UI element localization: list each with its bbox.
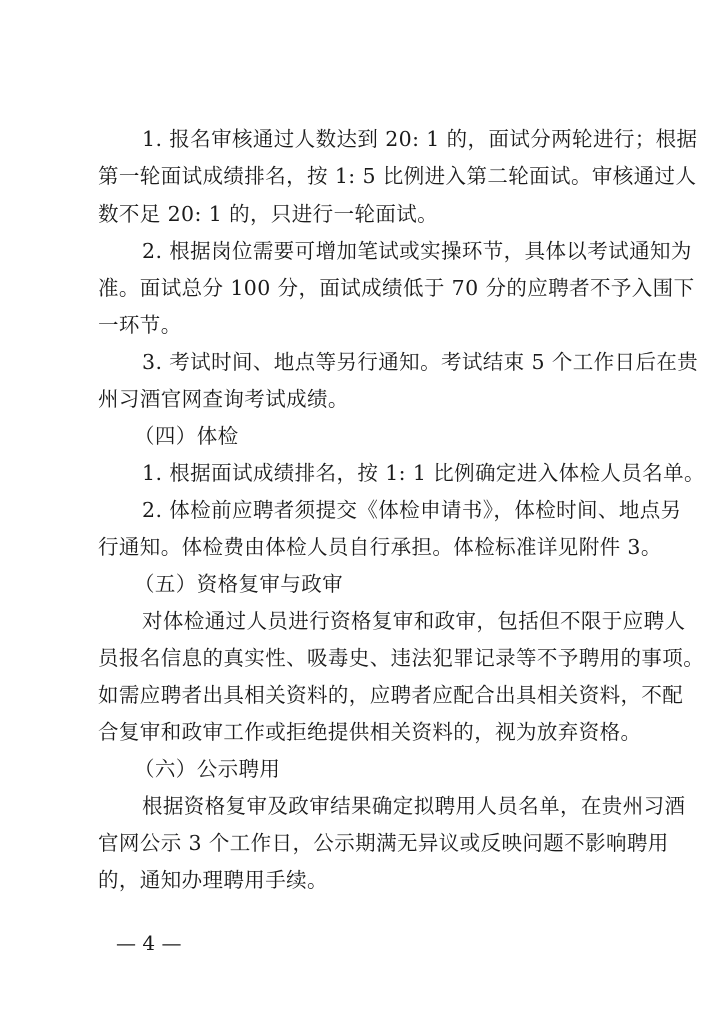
paragraph-line: 官网公示 3 个工作日，公示期满无异议或反映问题不影响聘用: [98, 831, 669, 855]
paragraph-line: 对体检通过人员进行资格复审和政审，包括但不限于应聘人: [142, 609, 686, 633]
paragraph-line: 的，通知办理聘用手续。: [98, 868, 328, 892]
paragraph-line: 2. 根据岗位需要可增加笔试或实操环节，具体以考试通知为: [142, 239, 692, 263]
section-heading: （六）公示聘用: [134, 757, 281, 781]
section-heading: （五）资格复审与政审: [134, 572, 343, 596]
paragraph-line: 1. 报名审核通过人数达到 20: 1 的，面试分两轮进行；根据: [142, 127, 698, 151]
paragraph-line: 2. 体检前应聘者须提交《体检申请书》，体检时间、地点另: [142, 498, 682, 522]
paragraph-line: 数不足 20: 1 的，只进行一轮面试。: [98, 202, 439, 226]
paragraph-line: 准。面试总分 100 分，面试成绩低于 70 分的应聘者不予入围下: [98, 276, 695, 300]
paragraph-line: 一环节。: [98, 313, 182, 337]
paragraph-line: 根据资格复审及政审结果确定拟聘用人员名单，在贵州习酒: [142, 794, 686, 818]
paragraph-line: 合复审和政审工作或拒绝提供相关资料的，视为放弃资格。: [98, 720, 642, 744]
page-number: — 4 —: [116, 931, 182, 955]
paragraph-line: 3. 考试时间、地点等另行通知。考试结束 5 个工作日后在贵: [142, 350, 699, 374]
paragraph-line: 第一轮面试成绩排名，按 1: 5 比例进入第二轮面试。审核通过人: [98, 164, 697, 188]
paragraph-line: 行通知。体检费由体检人员自行承担。体检标准详见附件 3。: [98, 535, 662, 559]
paragraph-line: 州习酒官网查询考试成绩。: [98, 387, 349, 411]
paragraph-line: 如需应聘者出具相关资料的，应聘者应配合出具相关资料，不配: [98, 683, 684, 707]
paragraph-line: 员报名信息的真实性、吸毒史、违法犯罪记录等不予聘用的事项。: [98, 646, 705, 670]
section-heading: （四）体检: [134, 424, 239, 448]
paragraph-line: 1. 根据面试成绩排名，按 1: 1 比例确定进入体检人员名单。: [142, 461, 705, 485]
